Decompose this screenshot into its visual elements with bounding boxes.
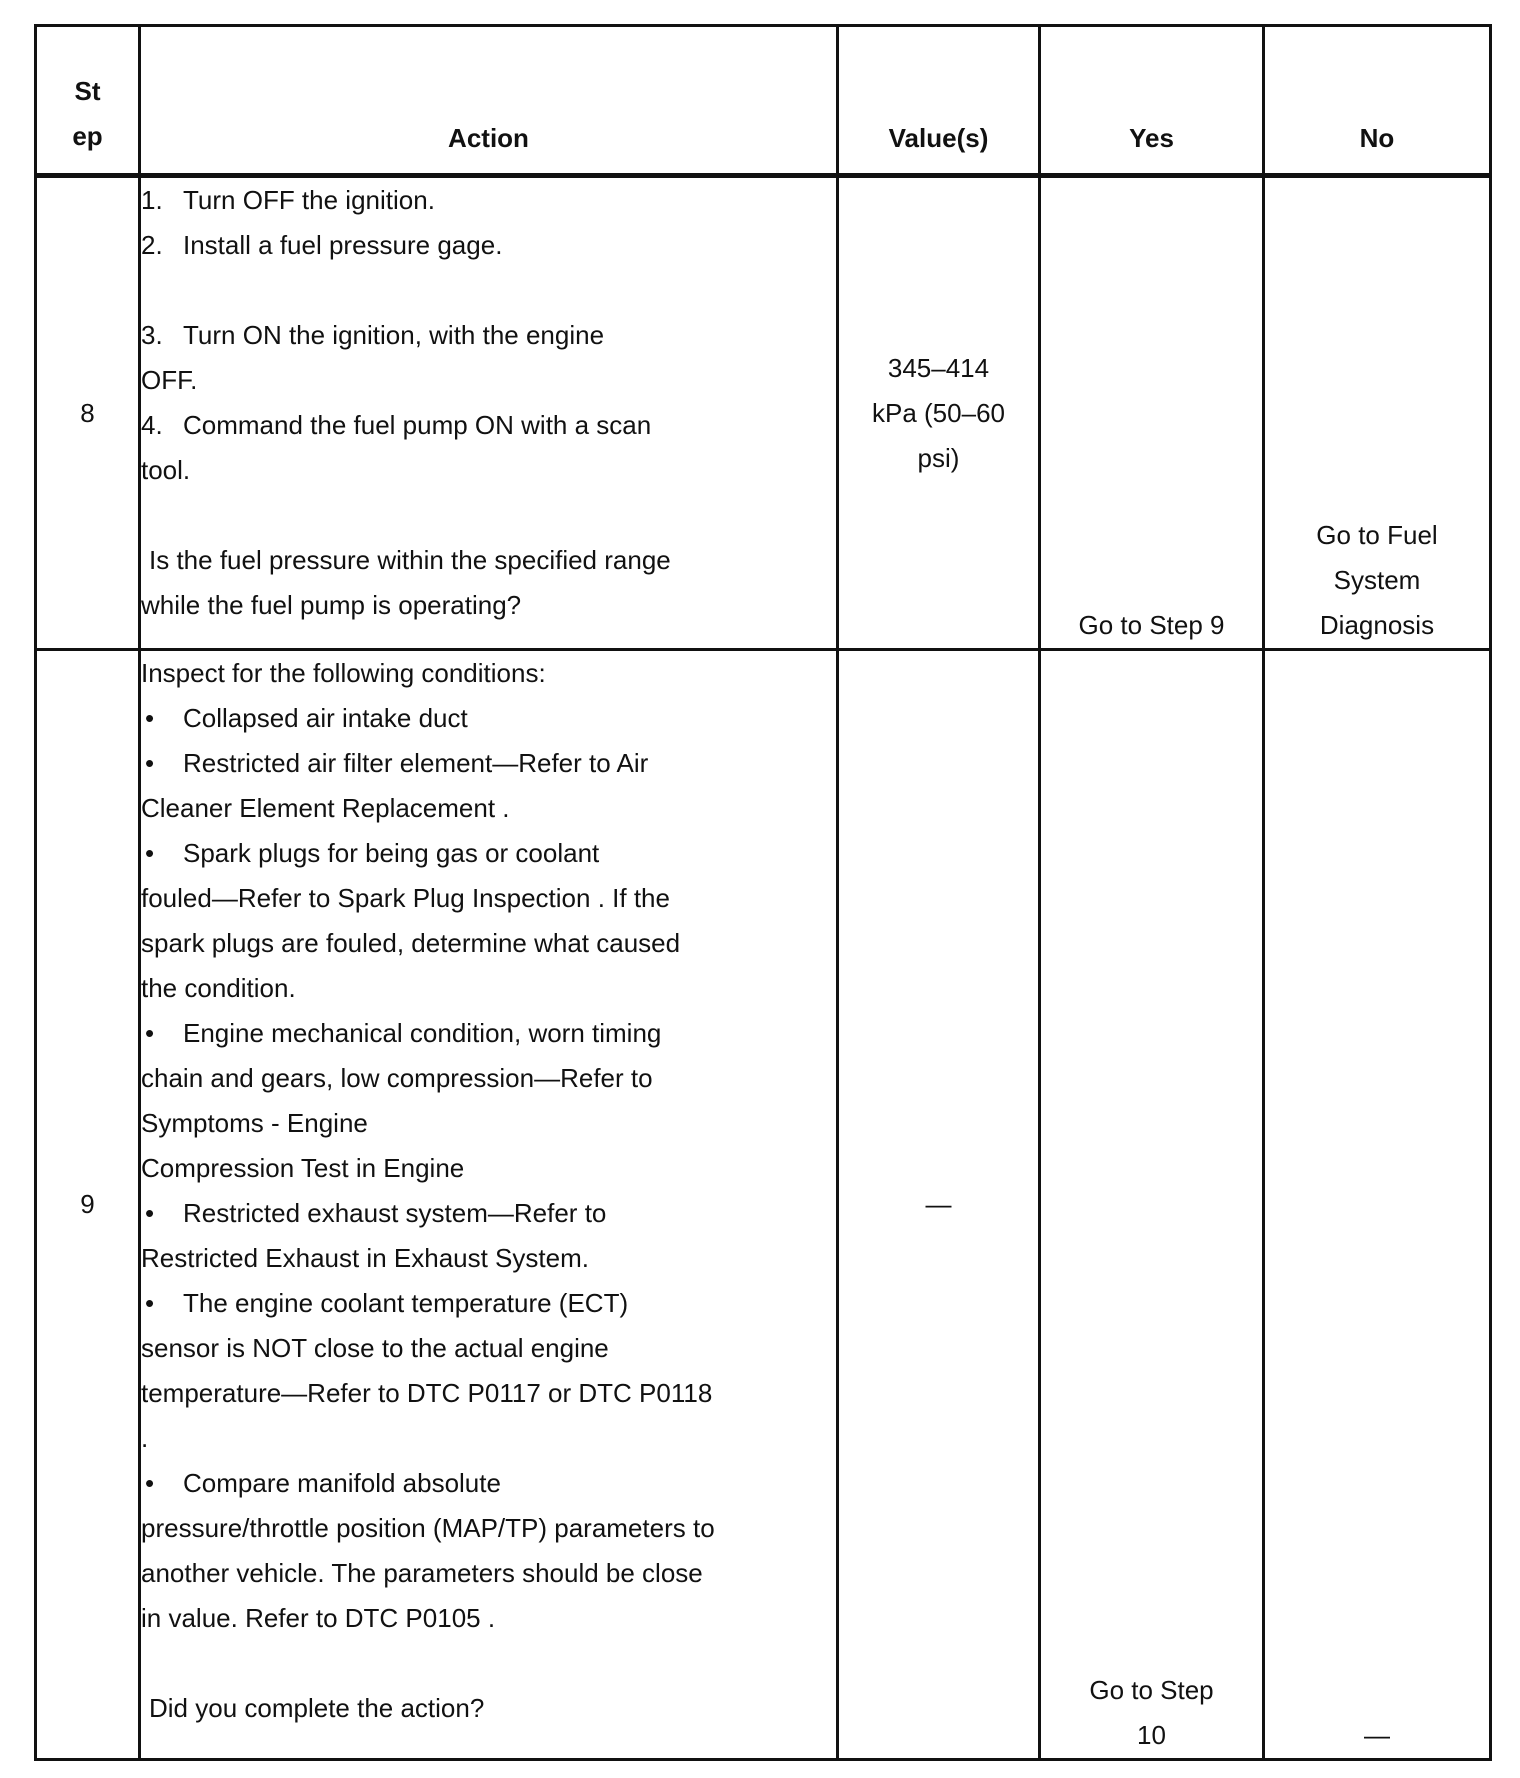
no-header: No	[1264, 26, 1491, 176]
question-text: Is the fuel pressure within the specified range	[149, 545, 671, 575]
action-header: Action	[140, 26, 838, 176]
yes-header: Yes	[1040, 26, 1264, 176]
table-row	[36, 176, 1491, 650]
list-item: • Restricted air filter element—Refer to Air	[145, 748, 649, 778]
no-cell: —	[1264, 650, 1491, 1760]
question-text: Did you complete the action?	[149, 1693, 485, 1723]
yes-cell: Go to Step 9	[1040, 176, 1264, 650]
list-item: • Engine mechanical condition, worn timing	[145, 1018, 662, 1048]
list-item: 4. Command the fuel pump ON with a scan	[141, 410, 652, 440]
header-row	[36, 26, 1491, 176]
action-cell: 1. Turn OFF the ignition. 2. Install a fuel pressure gage. 3. Turn ON the ignition, with the engine OFF. 4. Command the fuel pump ON with a scan tool. Is the fuel pressure within the specified range while the fuel pump is operating?	[140, 176, 838, 650]
values-header: Value(s)	[838, 26, 1040, 176]
list-item: 1. Turn OFF the ignition.	[141, 185, 435, 215]
step-number: 9	[36, 650, 140, 1760]
list-item: 3. Turn ON the ignition, with the engine	[141, 320, 605, 350]
list-item: • Collapsed air intake duct	[145, 703, 468, 733]
action-cell: Inspect for the following conditions: • Collapsed air intake duct • Restricted air filter element—Refer to Air Cleaner Element Replacement . • Spark plugs for being gas or coolant fouled—Refer to Spark Plug Inspection . If the spark plugs are fouled, determine what caused the condition. • Engine mechanical condition, worn timing chain and gears, low compression—Refer to Symptoms - Engine Compression Test in Engine • Restricted exhaust system—Refer to Restricted Exhaust in Exhaust System. • The engine coolant temperature (ECT) sensor is NOT close to the actual engine temperature—Refer to DTC P0117 or DTC P0118 . • Compare manifold absolute pressure/throttle position (MAP/TP) parameters to another vehicle. The parameters should be close in value. Refer to DTC P0105 . Did you complete the action?	[140, 650, 838, 1760]
yes-cell: Go to Step 10	[1040, 650, 1264, 1760]
list-item: • Restricted exhaust system—Refer to	[145, 1198, 607, 1228]
list-item: • Spark plugs for being gas or coolant	[145, 838, 600, 868]
step-number: 8	[36, 176, 140, 650]
step-header: St ep	[36, 26, 140, 176]
table-row	[36, 650, 1491, 1760]
no-cell: Go to Fuel System Diagnosis	[1264, 176, 1491, 650]
value-cell: 345–414 kPa (50–60 psi)	[838, 176, 1040, 650]
list-item: • The engine coolant temperature (ECT)	[145, 1288, 629, 1318]
list-item: 2. Install a fuel pressure gage.	[141, 230, 503, 260]
value-cell: —	[838, 650, 1040, 1760]
list-item: • Compare manifold absolute	[145, 1468, 501, 1498]
diagnostic-table	[34, 24, 1492, 1761]
